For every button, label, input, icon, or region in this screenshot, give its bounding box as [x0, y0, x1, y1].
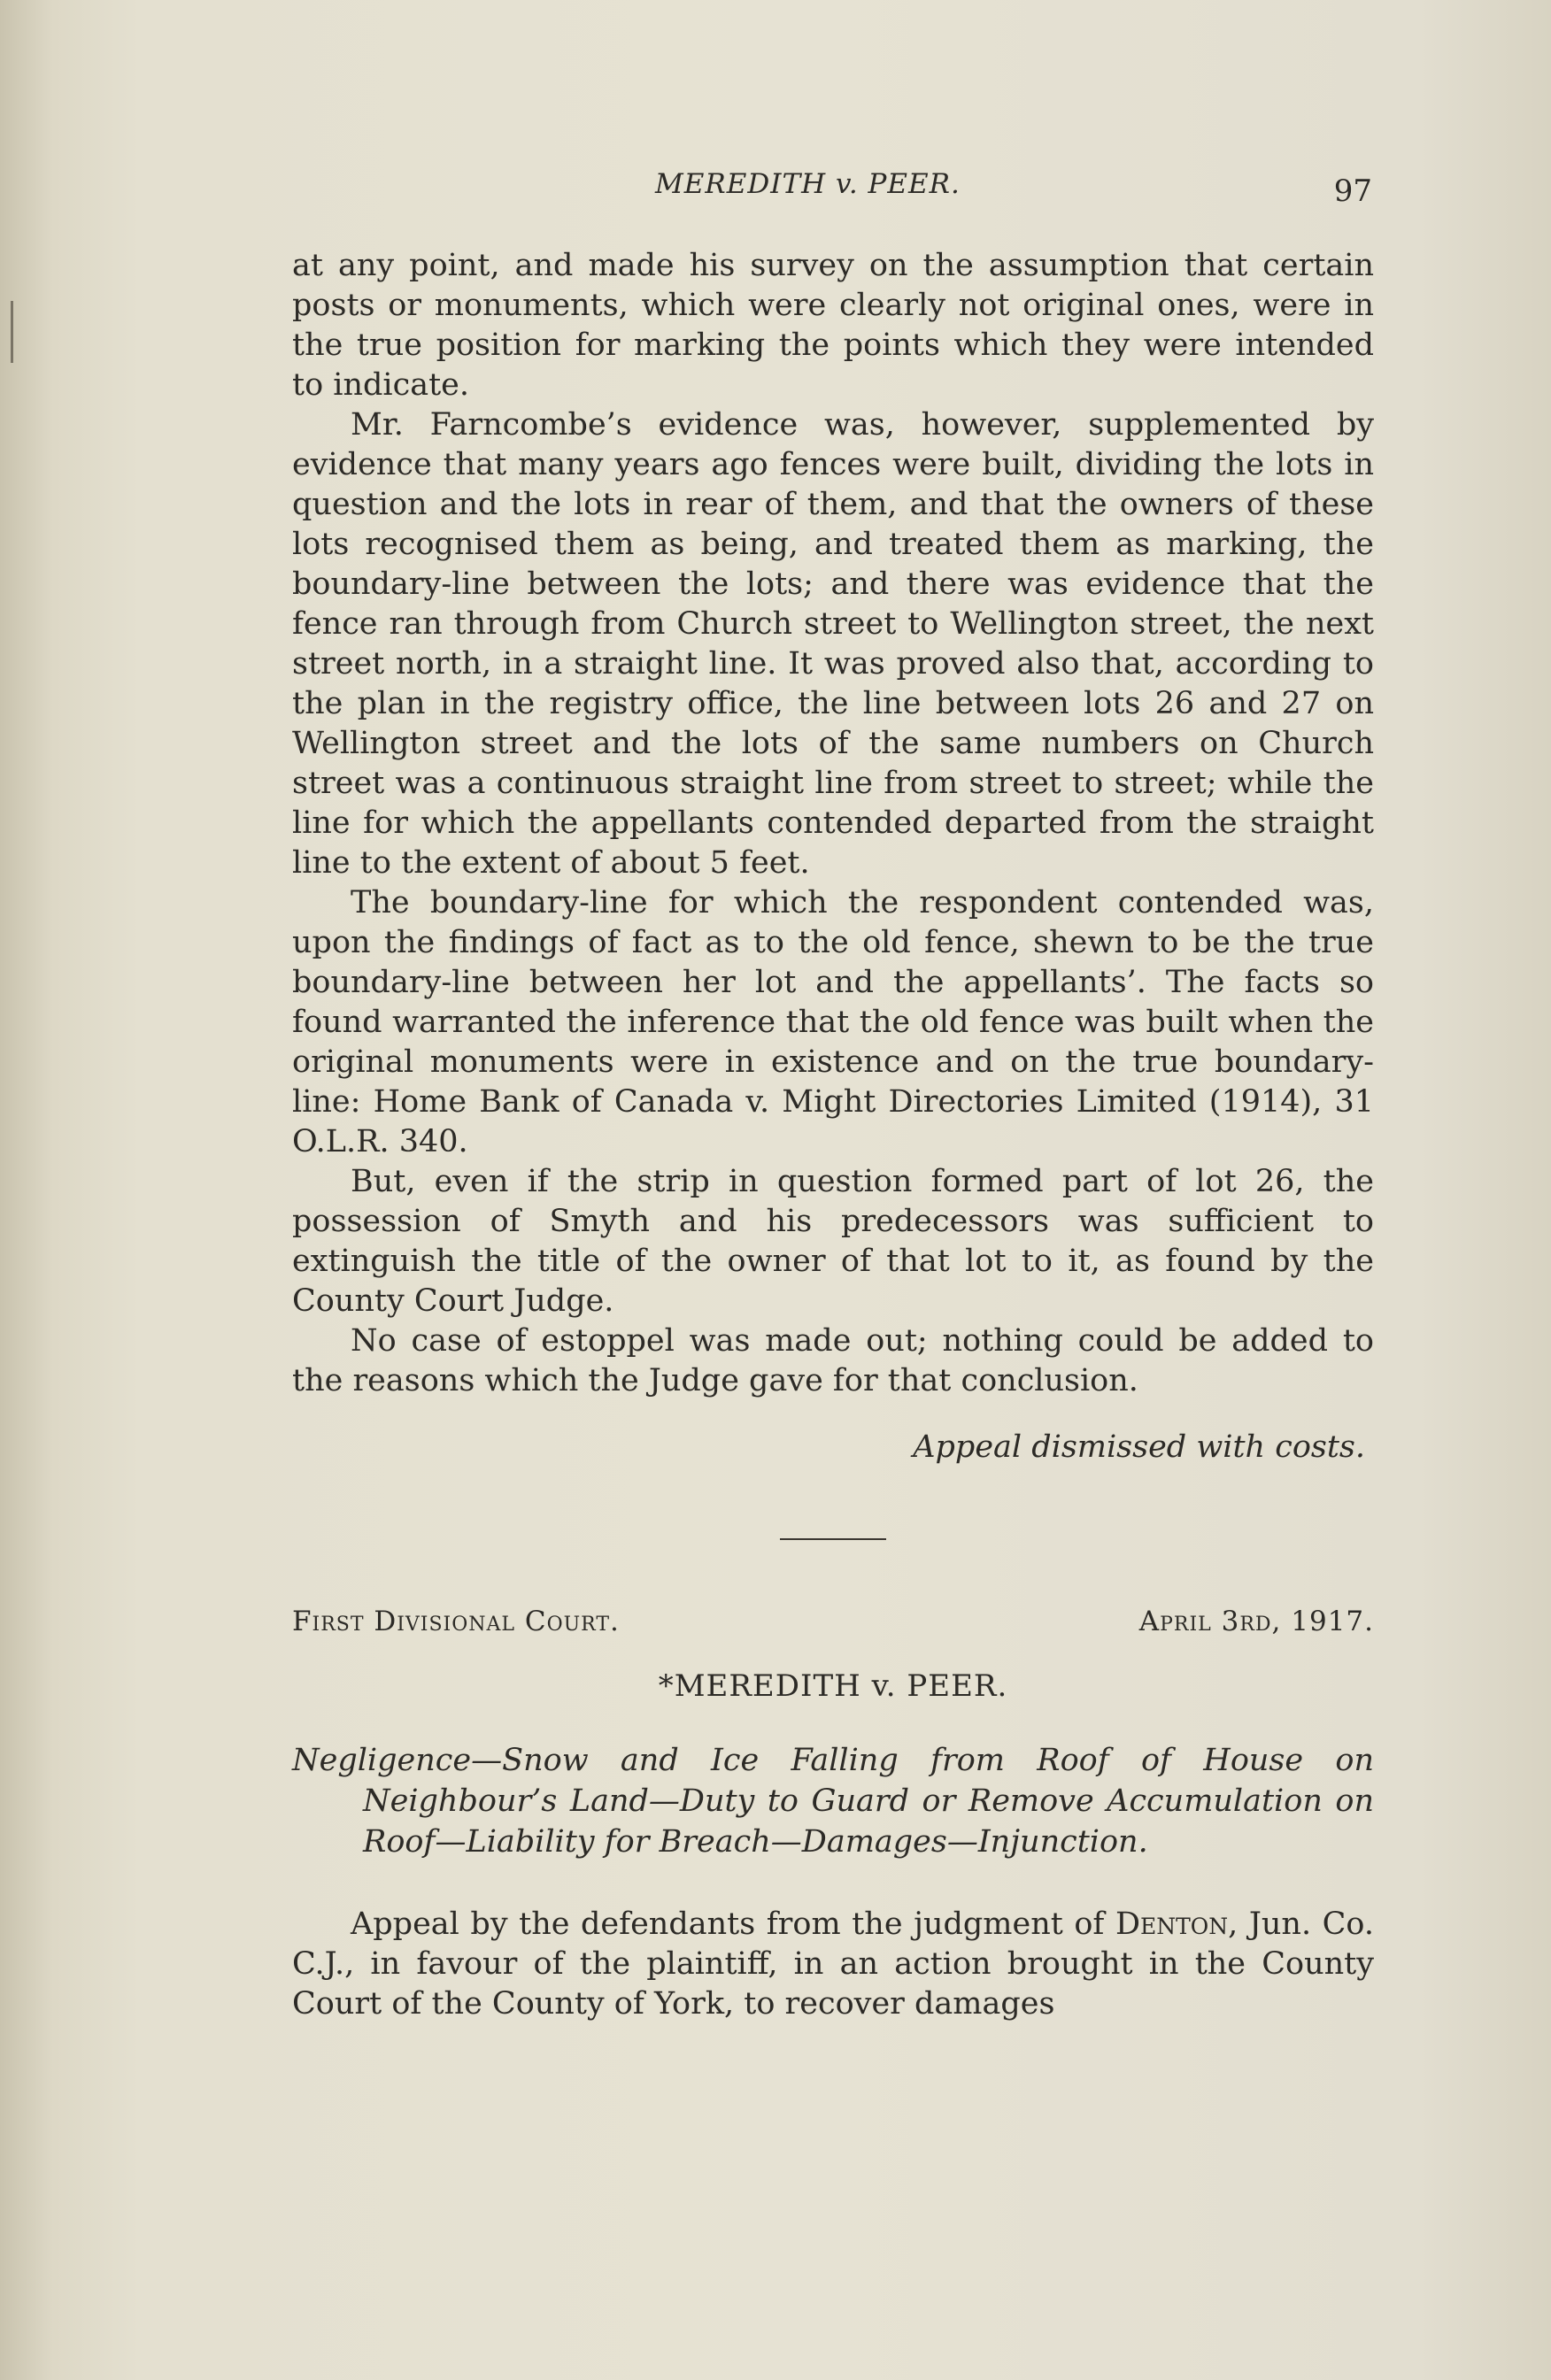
appeal-paragraph — [292, 1905, 1374, 2024]
appeal-rest: , Jun. Co. C.J., in favour of the plaintiff, in an action brought in the County Court of the County of York, to recover damages — [292, 1906, 1374, 2022]
headnote: Negligence—Snow and Ice Falling from Roof of House on Neighbour’s Land—Duty to Guard or Remove Accumulation on Roof—Liability for Breach—Damages—Injunction. — [292, 1743, 1374, 1860]
disposition: Appeal dismissed with costs. — [913, 1429, 1365, 1465]
court-line — [292, 1602, 1374, 1642]
appeal-start: Appeal by the defendants from the judgment of — [351, 1906, 1115, 1942]
section-divider — [780, 1538, 886, 1540]
paragraph-1: at any point, and made his survey on the assumption that certain posts or monuments, which were clearly not original ones, were in the true position for marking the points which they were intended to indicate. — [292, 248, 1374, 403]
paragraph-4: But, even if the strip in question formed part of lot 26, the possession of Smyth and his predecessors was sufficient to extinguish the title of the owner of that lot to it, as found by the County Court Judge. — [292, 1164, 1374, 1319]
body-text — [292, 246, 1374, 2024]
paragraph-2: Mr. Farncombe’s evidence was, however, supplemented by evidence that many years ago fences were built, dividing the lots in question and the lots in rear of them, and that the owners of these lots recognised them as being, and treated them as marking, the boundary-line between the lots; and there was evidence that the fence ran through from Church street to Wellington street, the next street north, in a straight line. It was proved also that, according to the plan in the registry office, the line between lots 26 and 27 on Wellington street and the lots of the same numbers on Church street was a continuous straight line from street to street; while the line for which the appellants contended departed from the straight line to the extent of about 5 feet. — [292, 407, 1374, 881]
running-head — [292, 168, 1372, 212]
paragraph-3: The boundary-line for which the respondent contended was, upon the findings of fact as to the old fence, shewn to be the true boundary-line between her lot and the appellants’. The facts so found warranted the inference that the old fence was built when the original monuments were in existence and on the true boundary-line: Home Bank of Canada v. Might Directories Limited (1914), 31 O.L.R. 340. — [292, 885, 1374, 1159]
decision-date: April 3rd, 1917. — [1138, 1606, 1374, 1637]
paragraph-5: No case of estoppel was made out; nothing could be added to the reasons which the Judge gave for that conclusion. — [292, 1323, 1374, 1398]
court-name: First Divisional Court. — [292, 1606, 620, 1637]
judge-name: Denton — [1115, 1906, 1229, 1942]
margin-mark — [11, 301, 13, 363]
running-title: MEREDITH v. PEER. — [655, 168, 961, 200]
case-title: *MEREDITH v. PEER. — [658, 1668, 1008, 1704]
page-number: 97 — [1333, 173, 1372, 209]
